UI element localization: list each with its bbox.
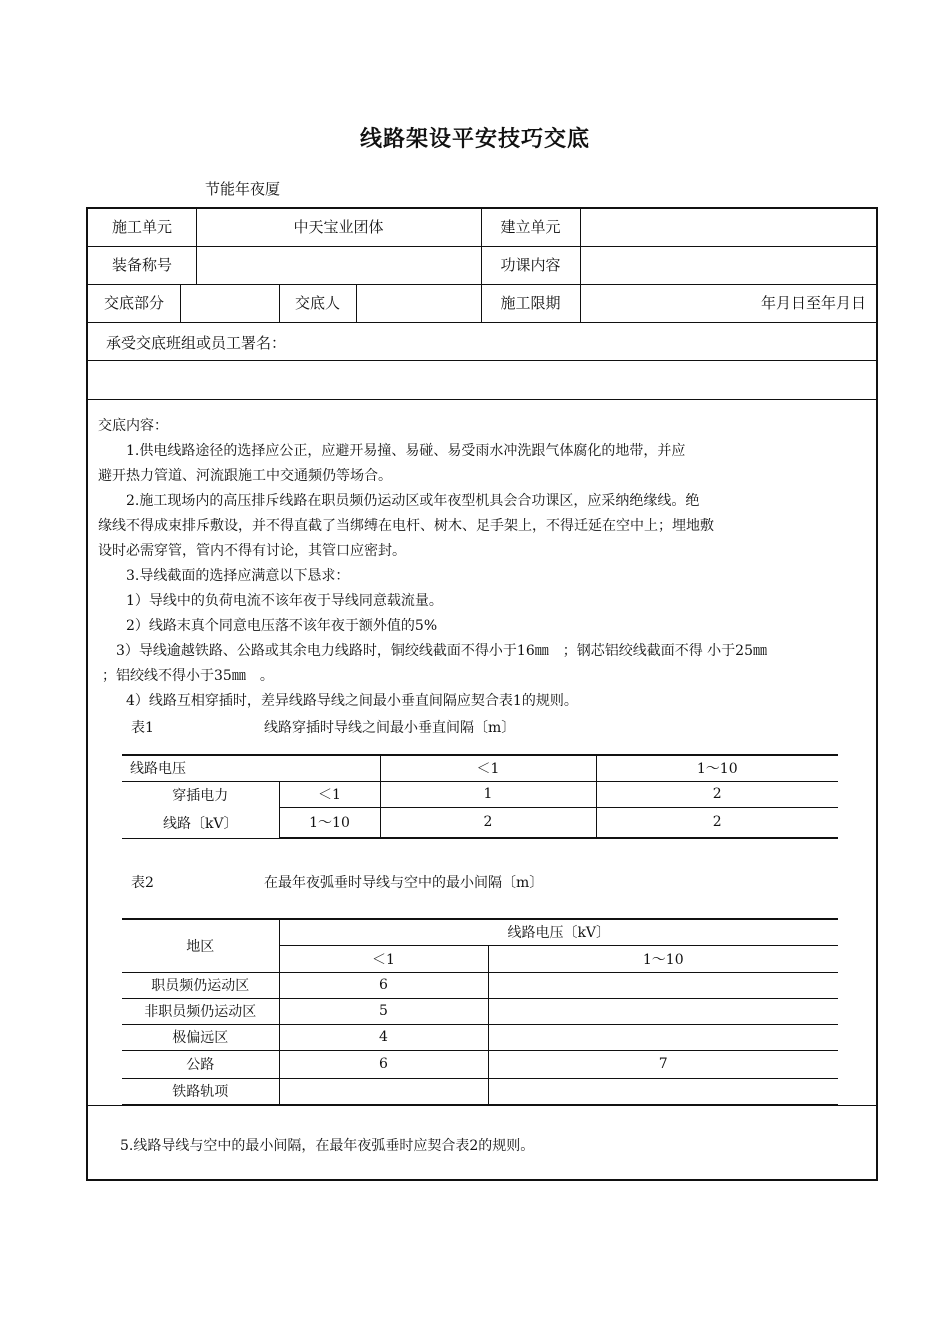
table2-cell bbox=[488, 972, 838, 998]
content-line: 2）线路末真个同意电压落不该年夜于额外值的5% bbox=[98, 618, 438, 634]
handover-person-label: 交底人 bbox=[294, 294, 340, 312]
table1-row-group-line: 穿插电力 bbox=[172, 787, 229, 804]
table2-cell bbox=[488, 1078, 838, 1105]
row-divider bbox=[88, 284, 876, 285]
table1-row-group-label bbox=[122, 781, 279, 838]
handover-content bbox=[88, 414, 767, 714]
period-field[interactable]: 年月日至年月日 bbox=[760, 294, 866, 312]
table2-area: 铁路轨项 bbox=[122, 1078, 279, 1105]
table2-col-lt1: ＜1 bbox=[279, 945, 488, 972]
row-divider bbox=[88, 246, 876, 247]
table2-cell bbox=[488, 998, 838, 1024]
row-divider bbox=[88, 360, 876, 361]
content-line: 1）导线中的负荷电流不该年夜于导线同意载流量。 bbox=[98, 593, 443, 609]
table1-label: 表1 bbox=[131, 720, 154, 736]
table2-caption: 在最年夜弧垂时导线与空中的最小间隔〔m〕 bbox=[264, 875, 544, 891]
project-name: 节能年夜厦 bbox=[205, 180, 281, 198]
content-line: 设时必需穿管，管内不得有讨论，其管口应密封。 bbox=[98, 543, 406, 559]
build-unit-label: 建立单元 bbox=[500, 218, 561, 236]
table2-area-header: 地区 bbox=[122, 919, 279, 972]
content-line: 缘线不得成束排斥敷设，并不得直截了当绑缚在电杆、树木、足手架上，不得迁延在空中上；埋地敷 bbox=[98, 518, 714, 534]
table1-cell: 2 bbox=[596, 807, 838, 838]
table1-cell: 2 bbox=[380, 807, 596, 838]
handover-dept-label: 交底部分 bbox=[103, 294, 164, 312]
row-divider bbox=[88, 322, 876, 323]
table2-area: 职员频仍运动区 bbox=[122, 972, 279, 998]
row-divider bbox=[88, 399, 876, 400]
period-label: 施工限期 bbox=[500, 294, 561, 312]
table2-cell: 5 bbox=[279, 998, 488, 1024]
table1-row-label: ＜1 bbox=[279, 781, 380, 807]
table2-voltage-header: 线路电压〔kV〕 bbox=[279, 919, 838, 945]
signature-label: 承受交底班组或员工署名： bbox=[106, 334, 287, 352]
table2-cell: 7 bbox=[488, 1050, 838, 1078]
footer-divider bbox=[88, 1105, 876, 1106]
content-line: 3.导线截面的选择应满意以下恳求： bbox=[98, 568, 350, 584]
col-divider bbox=[356, 284, 357, 322]
handover-form bbox=[86, 207, 878, 1181]
table1-row-label: 1～10 bbox=[279, 807, 380, 838]
table2-cell: 4 bbox=[279, 1024, 488, 1050]
content-line: 4）线路互相穿插时，差异线路导线之间最小垂直间隔应契合表1的规则。 bbox=[98, 693, 578, 709]
table1-caption: 线路穿插时导线之间最小垂直间隔〔m〕 bbox=[264, 720, 516, 736]
content-line: ；铝绞线不得小于35㎜ 。 bbox=[88, 668, 274, 684]
table2-col-1to10: 1～10 bbox=[488, 945, 838, 972]
table2 bbox=[122, 918, 838, 1106]
construction-unit-field[interactable]: 中天宝业团体 bbox=[293, 218, 384, 236]
content-line: 避开热力管道、河流跟施工中交通频仍等场合。 bbox=[98, 468, 392, 484]
col-divider bbox=[180, 284, 181, 322]
col-divider bbox=[580, 209, 581, 322]
table2-area: 非职员频仍运动区 bbox=[122, 998, 279, 1024]
table1-col-1to10: 1～10 bbox=[596, 755, 838, 781]
work-content-label: 功课内容 bbox=[500, 256, 561, 274]
signature-field[interactable] bbox=[98, 369, 868, 394]
table1-col-lt1: ＜1 bbox=[380, 755, 596, 781]
content-line: 1.供电线路途径的选择应公正，应避开易撞、易碰、易受雨水冲洗跟气体腐化的地带，并应 bbox=[98, 443, 686, 459]
construction-unit-label: 施工单元 bbox=[111, 218, 172, 236]
equipment-name-label: 装备称号 bbox=[111, 256, 172, 274]
table1-row-group-line: 线路〔kV〕 bbox=[162, 815, 238, 832]
table1-cell: 1 bbox=[380, 781, 596, 807]
table2-label: 表2 bbox=[131, 875, 154, 891]
page-title: 线路架设平安技巧交底 bbox=[359, 127, 590, 152]
table2-cell bbox=[488, 1024, 838, 1050]
table2-cell: 6 bbox=[279, 972, 488, 998]
table2-cell bbox=[279, 1078, 488, 1105]
table2-area: 极偏远区 bbox=[122, 1024, 279, 1050]
content-line: 3）导线逾越铁路、公路或其余电力线路时，铜绞线截面不得小于16㎜ ；钢芯铝绞线截面不得 小于25㎜ bbox=[88, 643, 767, 659]
table1-cell: 2 bbox=[596, 781, 838, 807]
content-line: 2.施工现场内的高压排斥线路在职员频仍运动区或年夜型机具会合功课区，应采纳绝缘线。绝 bbox=[98, 493, 700, 509]
content-heading: 交底内容： bbox=[98, 418, 168, 434]
table2-area: 公路 bbox=[122, 1050, 279, 1078]
table2-cell: 6 bbox=[279, 1050, 488, 1078]
footer-note: 5.线路导线与空中的最小间隔，在最年夜弧垂时应契合表2的规则。 bbox=[120, 1138, 535, 1154]
table1 bbox=[122, 754, 838, 839]
table1-voltage-header: 线路电压 bbox=[122, 755, 380, 781]
